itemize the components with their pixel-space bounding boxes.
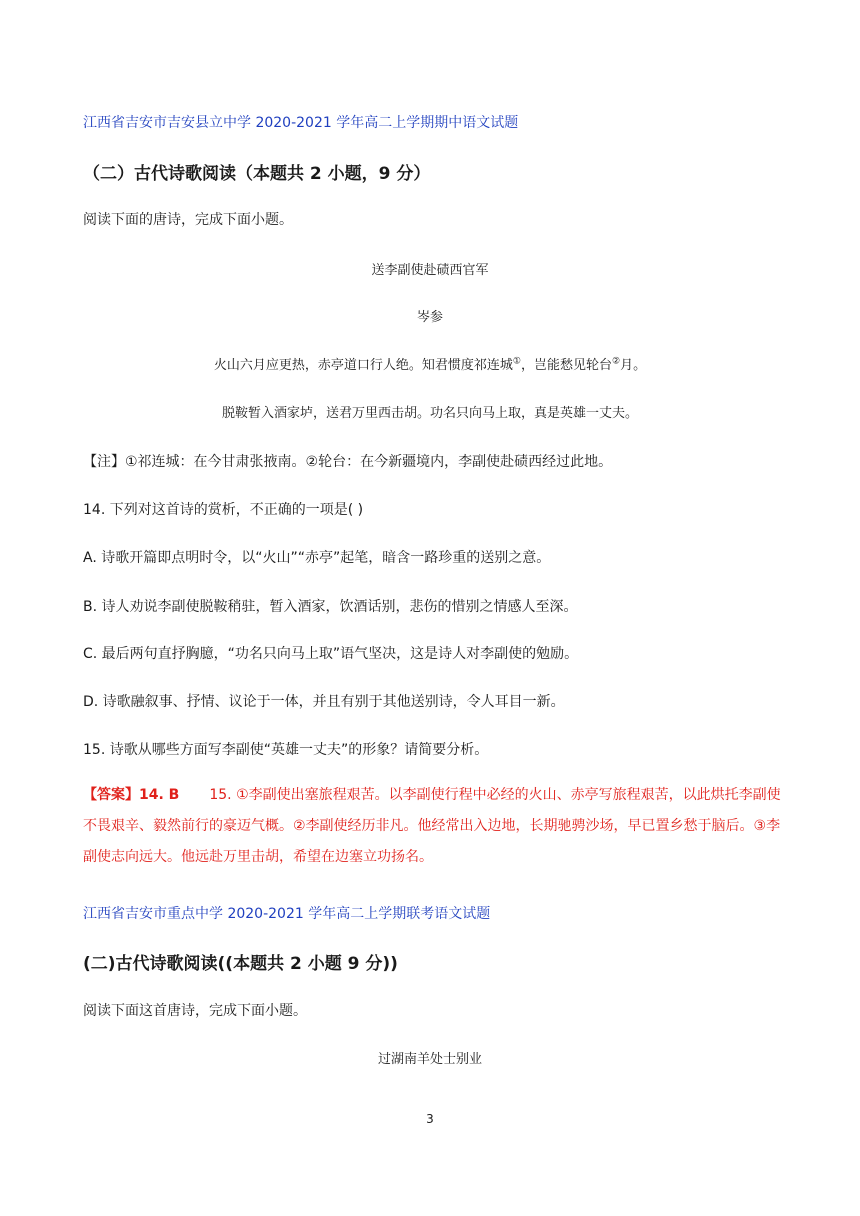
poem-line-1-part-b: ，岂能愁见轮台 xyxy=(520,358,612,373)
answer-text: 15. ①李副使出塞旅程艰苦。以李副使行程中必经的火山、赤亭写旅程艰苦，以此烘托李副使不畏艰辛、毅然前行的豪迈气概。②李副使经历非凡。他经常出入边地，长期驰骋沙场，早已置乡愁于脑后。③李副使志向远大。他远赴万里击胡，希望在边塞立功扬名。 xyxy=(83,787,781,865)
poem-title-1: 送李副使赴碛西官军 xyxy=(371,263,489,278)
poem-line-2: 脱鞍暂入酒家垆，送君万里西击胡。功名只向马上取，真是英雄一丈夫。 xyxy=(221,406,638,421)
source-link-1[interactable]: 江西省吉安市吉安县立中学 2020-2021 学年高二上学期期中语文试题 xyxy=(83,115,519,131)
option-c: C. 最后两句直抒胸臆，“功名只向马上取”语气坚决，这是诗人对李副使的勉励。 xyxy=(83,646,579,662)
footnote-marker-2: ② xyxy=(612,356,621,367)
section-heading-1: （二）古代诗歌阅读（本题共 2 小题，9 分） xyxy=(83,164,431,184)
section-heading-2: (二)古代诗歌阅读((本题共 2 小题 9 分)) xyxy=(83,954,398,974)
answer-label: 【答案】14. B xyxy=(83,787,180,803)
poem-line-1-part-c: 月。 xyxy=(620,358,647,373)
option-d: D. 诗歌融叙事、抒情、议论于一体，并且有别于其他送别诗，令人耳目一新。 xyxy=(83,694,565,710)
annotation-note: 【注】①祁连城：在今甘肃张掖南。②轮台：在今新疆境内，李副使赴碛西经过此地。 xyxy=(83,454,613,470)
question-15: 15. 诗歌从哪些方面写李副使“英雄一丈夫”的形象？请简要分析。 xyxy=(83,742,489,758)
footnote-marker-1: ① xyxy=(512,356,521,367)
option-a: A. 诗歌开篇即点明时令，以“火山”“赤亭”起笔，暗含一路珍重的送别之意。 xyxy=(83,550,551,566)
page-number: 3 xyxy=(426,1112,434,1126)
instruction-1: 阅读下面的唐诗，完成下面小题。 xyxy=(83,212,293,228)
instruction-2: 阅读下面这首唐诗，完成下面小题。 xyxy=(83,1003,307,1019)
poem-line-1-part-a: 火山六月应更热，赤亭道口行人绝。知君惯度祁连城 xyxy=(213,358,513,373)
poem-author-1: 岑参 xyxy=(416,310,443,325)
option-b: B. 诗人劝说李副使脱鞍稍驻，暂入酒家，饮酒话别，悲伤的惜别之情感人至深。 xyxy=(83,599,578,615)
poem-line-1 xyxy=(0,354,860,373)
source-link-2[interactable]: 江西省吉安市重点中学 2020-2021 学年高二上学期联考语文试题 xyxy=(83,906,491,922)
answer-block xyxy=(83,780,790,873)
poem-title-2: 过湖南羊处士别业 xyxy=(377,1052,482,1067)
question-14: 14. 下列对这首诗的赏析，不正确的一项是( ) xyxy=(83,502,364,518)
